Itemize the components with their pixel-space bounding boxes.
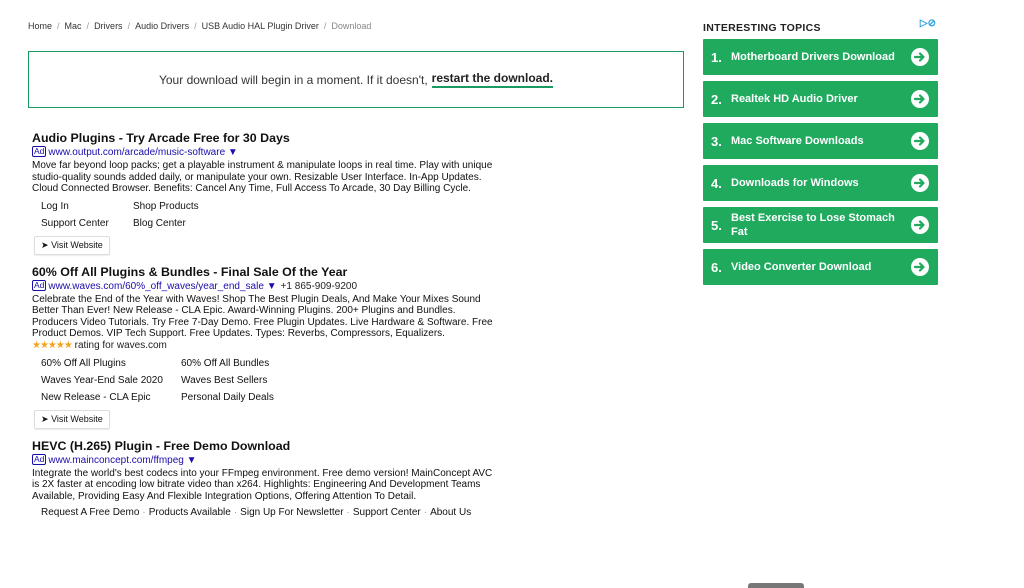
ad-description: Move far beyond loop packs; get a playable instrument & manipulate loops in real time. Play with unique studio-quality sounds added daily, or manipulate your own. Resizable User Interface. In-App Updates. Cloud Connected Browser. Benefits: Cancel Any Time, Full Access To Arcade, 30 Day Billing Cycle.	[32, 160, 493, 194]
download-notice	[28, 51, 684, 108]
star-rating-icon: ★★★★★	[32, 339, 72, 351]
ad-title[interactable]: 60% Off All Plugins & Bundles - Final Sale Of the Year	[32, 264, 348, 279]
sitelink[interactable]: Waves Year-End Sale 2020	[41, 374, 163, 386]
ad-sitelinks	[41, 198, 502, 232]
visit-website-button[interactable]: ➤ Visit Website	[34, 236, 110, 255]
ad-badge: Ad	[34, 453, 45, 464]
dropdown-triangle-icon[interactable]: ▼	[227, 147, 238, 158]
sitelink[interactable]: Support Center	[41, 217, 109, 229]
breadcrumb-mac[interactable]: Mac	[64, 21, 82, 31]
arrow-circle-icon	[911, 48, 929, 66]
arrow-circle-icon	[911, 132, 929, 150]
ad-sitelinks: Request A Free Demo · Products Available · Sign Up For Newsletter · Support Center · About Us	[41, 507, 472, 518]
visit-website-button[interactable]: ➤ Visit Website	[34, 410, 110, 429]
arrow-right-icon: ➤	[41, 413, 49, 424]
ad-rating: ★★★★★ rating for waves.com	[32, 339, 167, 351]
ad-block	[32, 438, 502, 519]
sitelink[interactable]: Blog Center	[133, 217, 186, 229]
arrow-circle-icon	[911, 216, 929, 234]
ad-title[interactable]: HEVC (H.265) Plugin - Free Demo Download	[32, 438, 291, 453]
ad-badge: Ad	[34, 146, 45, 156]
breadcrumb-home[interactable]: Home	[28, 21, 53, 31]
breadcrumb-audio-drivers[interactable]: Audio Drivers	[135, 21, 190, 31]
sitelink[interactable]: Shop Products	[133, 200, 199, 212]
ad-sitelinks	[41, 355, 502, 406]
ad-badge: Ad	[34, 279, 45, 290]
sitelink[interactable]: Sign Up For Newsletter	[240, 507, 344, 518]
sitelink[interactable]: Support Center	[352, 507, 421, 518]
ad-url[interactable]: www.output.com/arcade/music-software	[48, 147, 226, 158]
sitelink[interactable]: Waves Best Sellers	[181, 374, 268, 386]
interesting-topics	[703, 18, 938, 275]
ad-url[interactable]: www.waves.com/60%_off_waves/year_end_sale	[48, 280, 264, 292]
ad-url-line	[32, 280, 502, 293]
sponsored-ads	[32, 130, 502, 527]
sitelink[interactable]: 60% Off All Bundles	[181, 357, 270, 369]
topic-link-6[interactable]: 6. Video Converter Download	[703, 249, 938, 285]
ad-description: Integrate the world's best codecs into your FFmpeg environment. Free demo version! MainConcept AVC is 2X faster at encoding low bitrate video than x264. Highlights: Engineering And Development Teams Available, Providing Easy And Flexible Integration Options, Offering Attention To Detail.	[32, 467, 493, 502]
ad-block	[32, 264, 502, 429]
bottom-floating-tab[interactable]	[748, 583, 804, 588]
topic-link-1[interactable]: 1. Motherboard Drivers Download	[703, 39, 938, 75]
sitelink[interactable]: Request A Free Demo	[41, 507, 140, 518]
restart-download-link[interactable]: restart the download.	[432, 71, 553, 88]
topic-link-5[interactable]: 5. Best Exercise to Lose Stomach Fat	[703, 207, 938, 243]
sitelink[interactable]: About Us	[430, 507, 472, 518]
breadcrumb: Home / Mac / Drivers / Audio Drivers / USB Audio HAL Plugin Driver / Download	[28, 21, 372, 31]
breadcrumb-usb-audio-hal[interactable]: USB Audio HAL Plugin Driver	[201, 21, 319, 31]
ad-url-line	[32, 146, 502, 159]
ad-phone[interactable]: +1 865-909-9200	[280, 280, 358, 292]
download-notice-text: Your download will begin in a moment. If it doesn't,	[158, 72, 428, 87]
topics-header	[703, 18, 938, 34]
sitelink[interactable]: Personal Daily Deals	[181, 391, 274, 403]
arrow-circle-icon	[911, 90, 929, 108]
dropdown-triangle-icon[interactable]: ▼	[186, 454, 197, 466]
topic-link-3[interactable]: 3. Mac Software Downloads	[703, 123, 938, 159]
arrow-right-icon: ➤	[41, 239, 49, 250]
sitelink[interactable]: Products Available	[148, 507, 231, 518]
ad-url[interactable]: www.mainconcept.com/ffmpeg	[48, 454, 184, 466]
sitelink[interactable]: 60% Off All Plugins	[41, 357, 126, 369]
topics-title: INTERESTING TOPICS	[703, 22, 821, 34]
ad-description: Celebrate the End of the Year with Waves! Shop The Best Plugin Deals, And Make Your Mixes Sound Better Than Ever! New Release - CLA Epic. Award-Winning Plugins. 200+ Plugins and Bundles. Producers Video Tutorials. Try Free 7-Day Demo. Free Plugin Updates. Live Hardware & Software. Free Product Demos. VIP Tech Support. Free Updates. Types: Reverbs, Compressors, Equalizers.	[32, 293, 493, 339]
ad-title[interactable]: Audio Plugins - Try Arcade Free for 30 Days	[32, 131, 290, 145]
topic-link-4[interactable]: 4. Downloads for Windows	[703, 165, 938, 201]
breadcrumb-drivers[interactable]: Drivers	[94, 21, 123, 31]
ad-url-line	[32, 454, 502, 467]
adchoices-icon[interactable]: ▷⊘	[919, 18, 936, 29]
topic-link-2[interactable]: 2. Realtek HD Audio Driver	[703, 81, 938, 117]
arrow-circle-icon	[911, 174, 929, 192]
ad-block	[32, 130, 502, 255]
sitelink[interactable]: New Release - CLA Epic	[41, 391, 151, 403]
sitelink[interactable]: Log In	[41, 200, 69, 212]
breadcrumb-current: Download	[331, 21, 372, 31]
dropdown-triangle-icon[interactable]: ▼	[266, 280, 277, 292]
arrow-circle-icon	[911, 258, 929, 276]
